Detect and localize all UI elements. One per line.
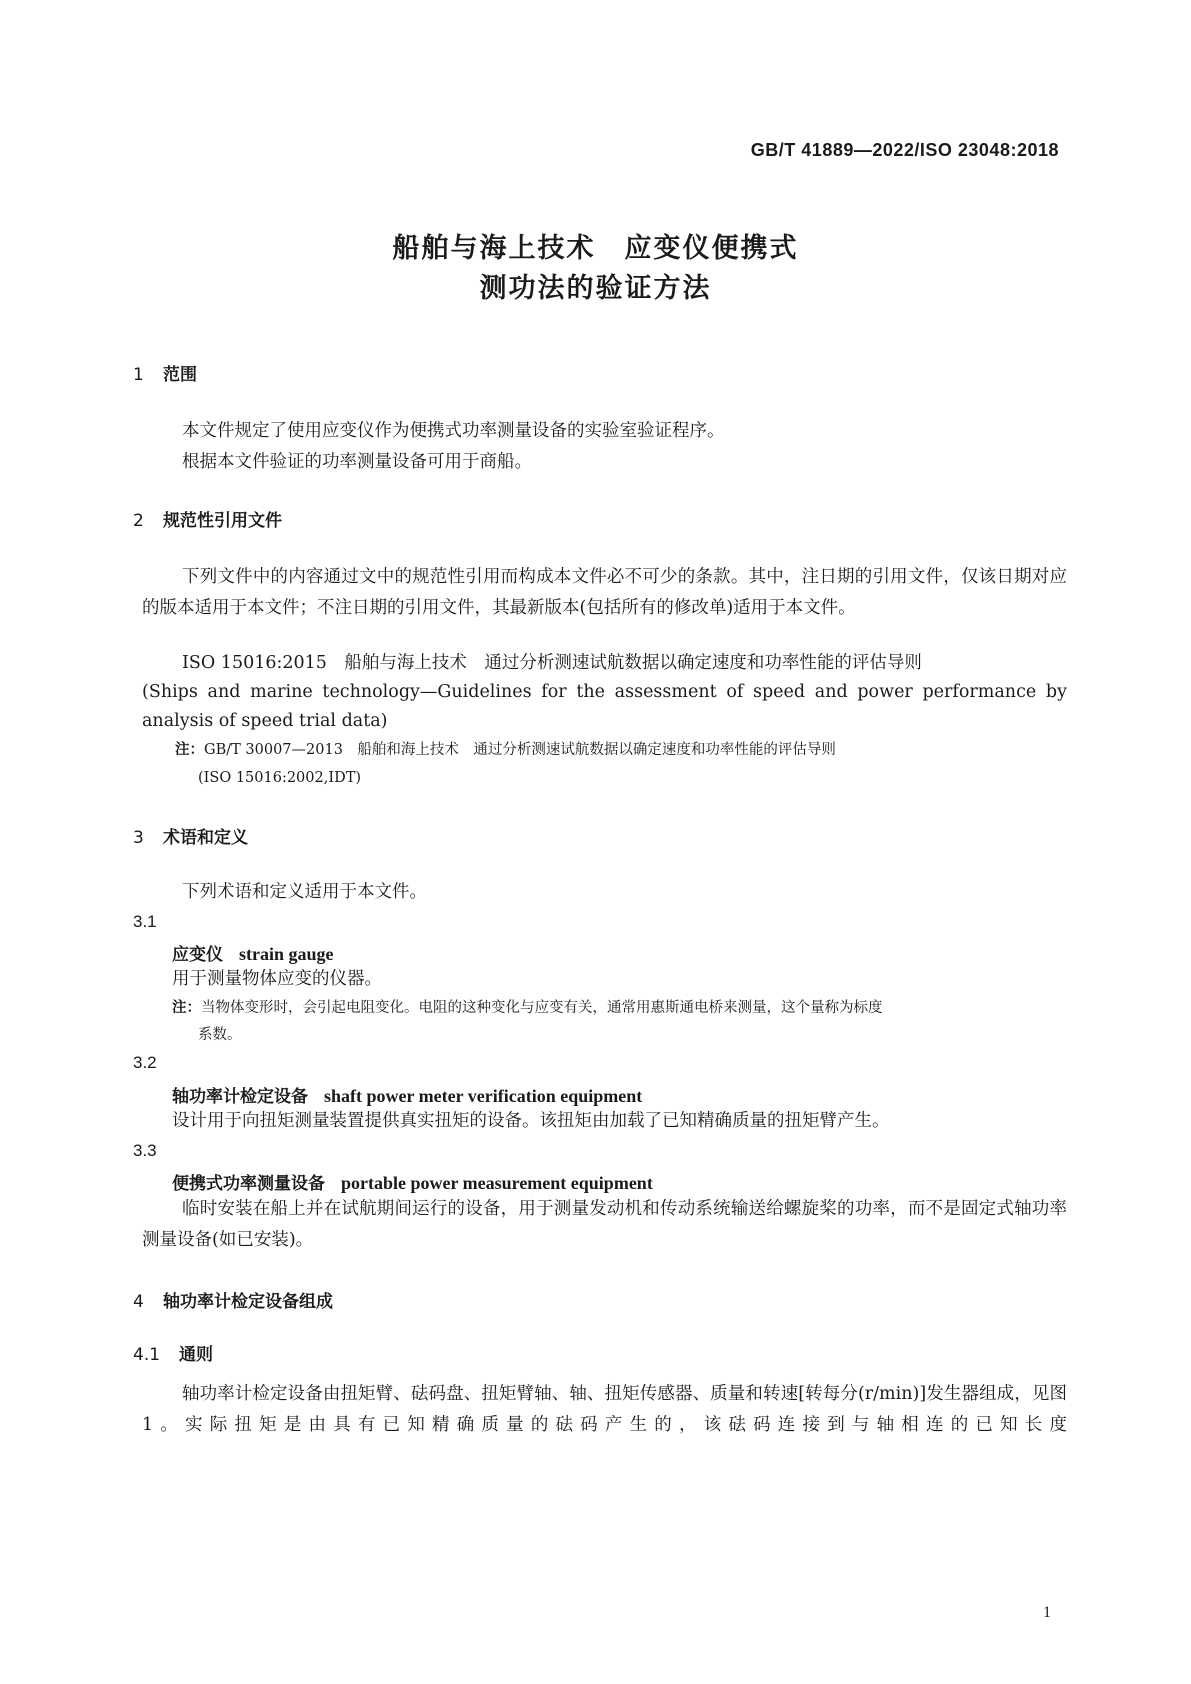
paragraph: 轴功率计检定设备由扭矩臂、砝码盘、扭矩臂轴、轴、扭矩传感器、质量和转速[转每分(r/min)]发生器组成，见图 1。实际扭矩是由具有已知精确质量的砝码产生的，该砝码连接到与轴相连的已知长度 xyxy=(142,1384,1067,1435)
section-number: 2 xyxy=(133,511,144,531)
term-en: portable power measurement equipment xyxy=(341,1173,653,1193)
section-number: 4 xyxy=(133,1292,144,1312)
standard-code-header: GB/T 41889—2022/ISO 23048:2018 xyxy=(750,140,1059,160)
section-title: 范围 xyxy=(163,365,197,385)
note xyxy=(175,736,1067,765)
section-2-heading xyxy=(133,506,282,531)
reference-line: analysis of speed trial data) xyxy=(142,711,388,731)
term-heading xyxy=(172,1169,653,1194)
term-zh: 轴功率计检定设备 xyxy=(172,1087,308,1107)
note-continuation: (ISO 15016:2002,IDT) xyxy=(198,770,362,786)
document-title-line-2: 测功法的验证方法 xyxy=(479,273,712,304)
term-heading xyxy=(172,940,334,965)
reference-line: (Ships and marine technology—Guidelines for the assessment of speed and power performance by xyxy=(142,682,1067,702)
note-text: 当物体变形时，会引起电阻变化。电阻的这种变化与应变有关，通常用惠斯通电桥来测量，这个量称为标度 xyxy=(201,1000,883,1016)
term-definition: 用于测量物体应变的仪器。 xyxy=(172,969,382,989)
note-label: 注： xyxy=(172,1000,201,1016)
section-title: 规范性引用文件 xyxy=(163,511,282,531)
term-definition: 临时安装在船上并在试航期间运行的设备，用于测量发动机和传动系统输送给螺旋桨的功率，而不是固定式轴功率测量设备(如已安装)。 xyxy=(142,1199,1067,1250)
term-number: 3.3 xyxy=(133,1141,157,1160)
section-3-heading xyxy=(133,823,248,848)
term-zh: 便携式功率测量设备 xyxy=(172,1174,325,1194)
subsection-title: 通则 xyxy=(179,1345,213,1365)
subsection-number: 4.1 xyxy=(133,1345,161,1365)
reference-line: ISO 15016:2015 船舶与海上技术 通过分析测速试航数据以确定速度和功率性能的评估导则 xyxy=(182,653,922,673)
section-number: 3 xyxy=(133,828,144,848)
section-4-heading xyxy=(133,1287,333,1312)
term-zh: 应变仪 xyxy=(172,945,223,965)
note-label: 注： xyxy=(175,742,204,758)
term-heading xyxy=(172,1082,642,1107)
subsection-4-1-heading xyxy=(133,1340,213,1365)
section-title: 术语和定义 xyxy=(163,828,248,848)
section-number: 1 xyxy=(133,365,144,385)
note-text: GB/T 30007—2013 船舶和海上技术 通过分析测速试航数据以确定速度和功率性能的评估导则 xyxy=(204,742,836,758)
paragraph: 根据本文件验证的功率测量设备可用于商船。 xyxy=(182,452,532,472)
term-number: 3.1 xyxy=(133,912,157,931)
term-definition: 设计用于向扭矩测量装置提供真实扭矩的设备。该扭矩由加载了已知精确质量的扭矩臂产生。 xyxy=(172,1111,890,1131)
paragraph: 本文件规定了使用应变仪作为便携式功率测量设备的实验室验证程序。 xyxy=(182,421,725,441)
paragraph: 下列文件中的内容通过文中的规范性引用而构成本文件必不可少的条款。其中，注日期的引用文件，仅该日期对应的版本适用于本文件；不注日期的引用文件，其最新版本(包括所有的修改单)适用于本文件。 xyxy=(142,567,1067,618)
paragraph: 下列术语和定义适用于本文件。 xyxy=(182,882,427,902)
term-en: strain gauge xyxy=(239,944,334,964)
section-title: 轴功率计检定设备组成 xyxy=(163,1292,333,1312)
term-number: 3.2 xyxy=(133,1053,157,1072)
note-continuation: 系数。 xyxy=(198,1027,242,1043)
section-1-heading xyxy=(133,360,197,385)
term-en: shaft power meter verification equipment xyxy=(324,1086,643,1106)
page-number: 1 xyxy=(1043,1604,1051,1621)
document-title-line-1: 船舶与海上技术 应变仪便携式 xyxy=(392,233,799,264)
note xyxy=(172,994,1067,1023)
